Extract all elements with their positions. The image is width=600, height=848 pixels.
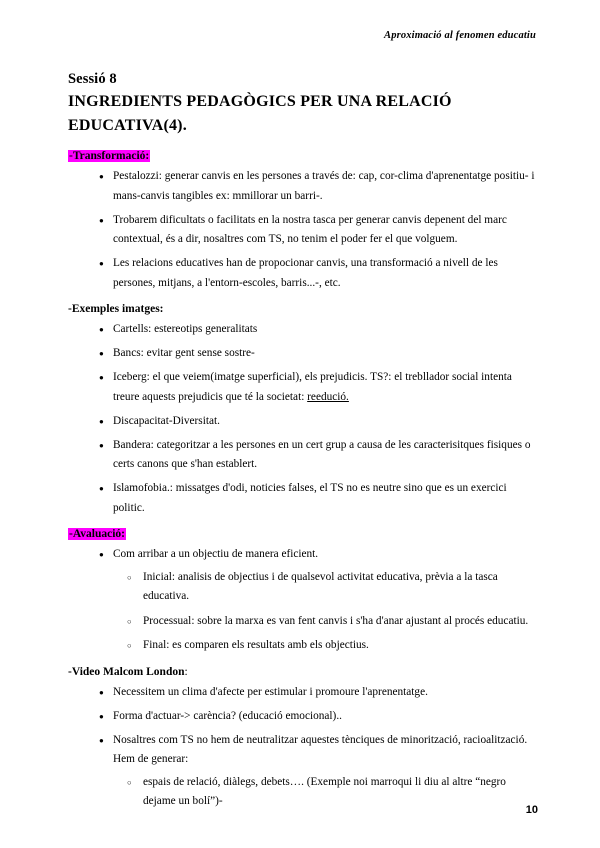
sublist-video [68,773,536,812]
section-heading-transformacio-label: -Transformació: [69,150,150,162]
page-number: 10 [525,804,538,816]
section-heading-avaluacio [68,526,536,543]
nested-list-wrapper [68,773,536,812]
section-heading-transformacio [68,148,536,165]
nested-list-wrapper [68,568,536,656]
underlined-term: reedució. [307,390,349,403]
list-item-text: Nosaltres com TS no hem de neutralitzar aquestes tènciques de minorització, racioalització. Hem de generar: [113,733,528,765]
list-transformacio [68,167,536,293]
section-heading-video-label: -Video Malcom London [68,665,185,678]
list-item: ○ espais de relació, diàlegs, debets…. (Exemple noi marroqui li diu al altre “negro dejame un bolí”)- [68,773,536,812]
list-avaluacio [68,545,536,656]
document-body [68,68,536,817]
section-heading-video [68,664,536,681]
list-item [68,545,536,656]
list-item: ● Necessitem un clima d'afecte per estimular i promoure l'aprenentatge. [68,683,536,703]
list-item: ● Pestalozzi: generar canvis en les persones a través de: cap, cor-clima d'aprenentatge positiu- i mans-canvis tangibles ex: mmillorar un barri-. [68,167,536,206]
list-item [68,368,536,407]
list-item: ● Forma d'actuar-> carència? (educació emocional).. [68,707,536,727]
running-head: Aproximació al fenomen educatiu [384,30,536,41]
list-item: ● Bancs: evitar gent sense sostre- [68,344,536,364]
list-item: ● Islamofobia.: missatges d'odi, noticies falses, el TS no es neutre sino que es un exercici politic. [68,479,536,518]
list-item: ○ Final: es comparen els resultats amb els objectius. [68,636,536,656]
section-heading-video-colon: : [184,665,188,678]
sublist-avaluacio [68,568,536,656]
list-item: ○ Processual: sobre la marxa es van fent canvis i s'ha d'anar ajustant al procés educatiu. [68,612,536,632]
session-title: Sessió 8 [68,71,117,87]
list-item: ○ Inicial: analisis de objectius i de qualsevol activitat educativa, prèvia a la tasca educativa. [68,568,536,607]
list-item: ● Cartells: estereotips generalitats [68,320,536,340]
section-heading-avaluacio-label: -Avaluació: [69,528,126,540]
list-item: ● Discapacitat-Diversitat. [68,412,536,432]
list-item-text: Iceberg: el que veiem(imatge superficial), els prejudicis. TS?: el trebllador social intenta treure aquests prejudicis que té la societat: [113,371,512,403]
list-item: ● Les relacions educatives han de propocionar canvis, una transformació a nivell de les persones, mitjans, a l'entorn-escoles, barris...-, etc. [68,254,536,293]
page-title: INGREDIENTS PEDAGÒGICS PER UNA RELACIÓ EDUCATIVA(4). [68,93,452,134]
list-item: ● Bandera: categoritzar a les persones en un cert grup a causa de les caracterisitques fisiques o certs canons que s'han establert. [68,436,536,475]
list-item [68,731,536,812]
list-video [68,683,536,812]
list-exemples-imatges [68,320,536,518]
list-item: ● Trobarem dificultats o facilitats en la nostra tasca per generar canvis depenent del marc contextual, és a dir, nosaltres com TS, no tenim el poder fer el que volguem. [68,211,536,250]
list-item-text: Com arribar a un objectiu de manera eficient. [113,548,319,560]
section-heading-exemples-imatges: -Exemples imatges: [68,303,164,315]
